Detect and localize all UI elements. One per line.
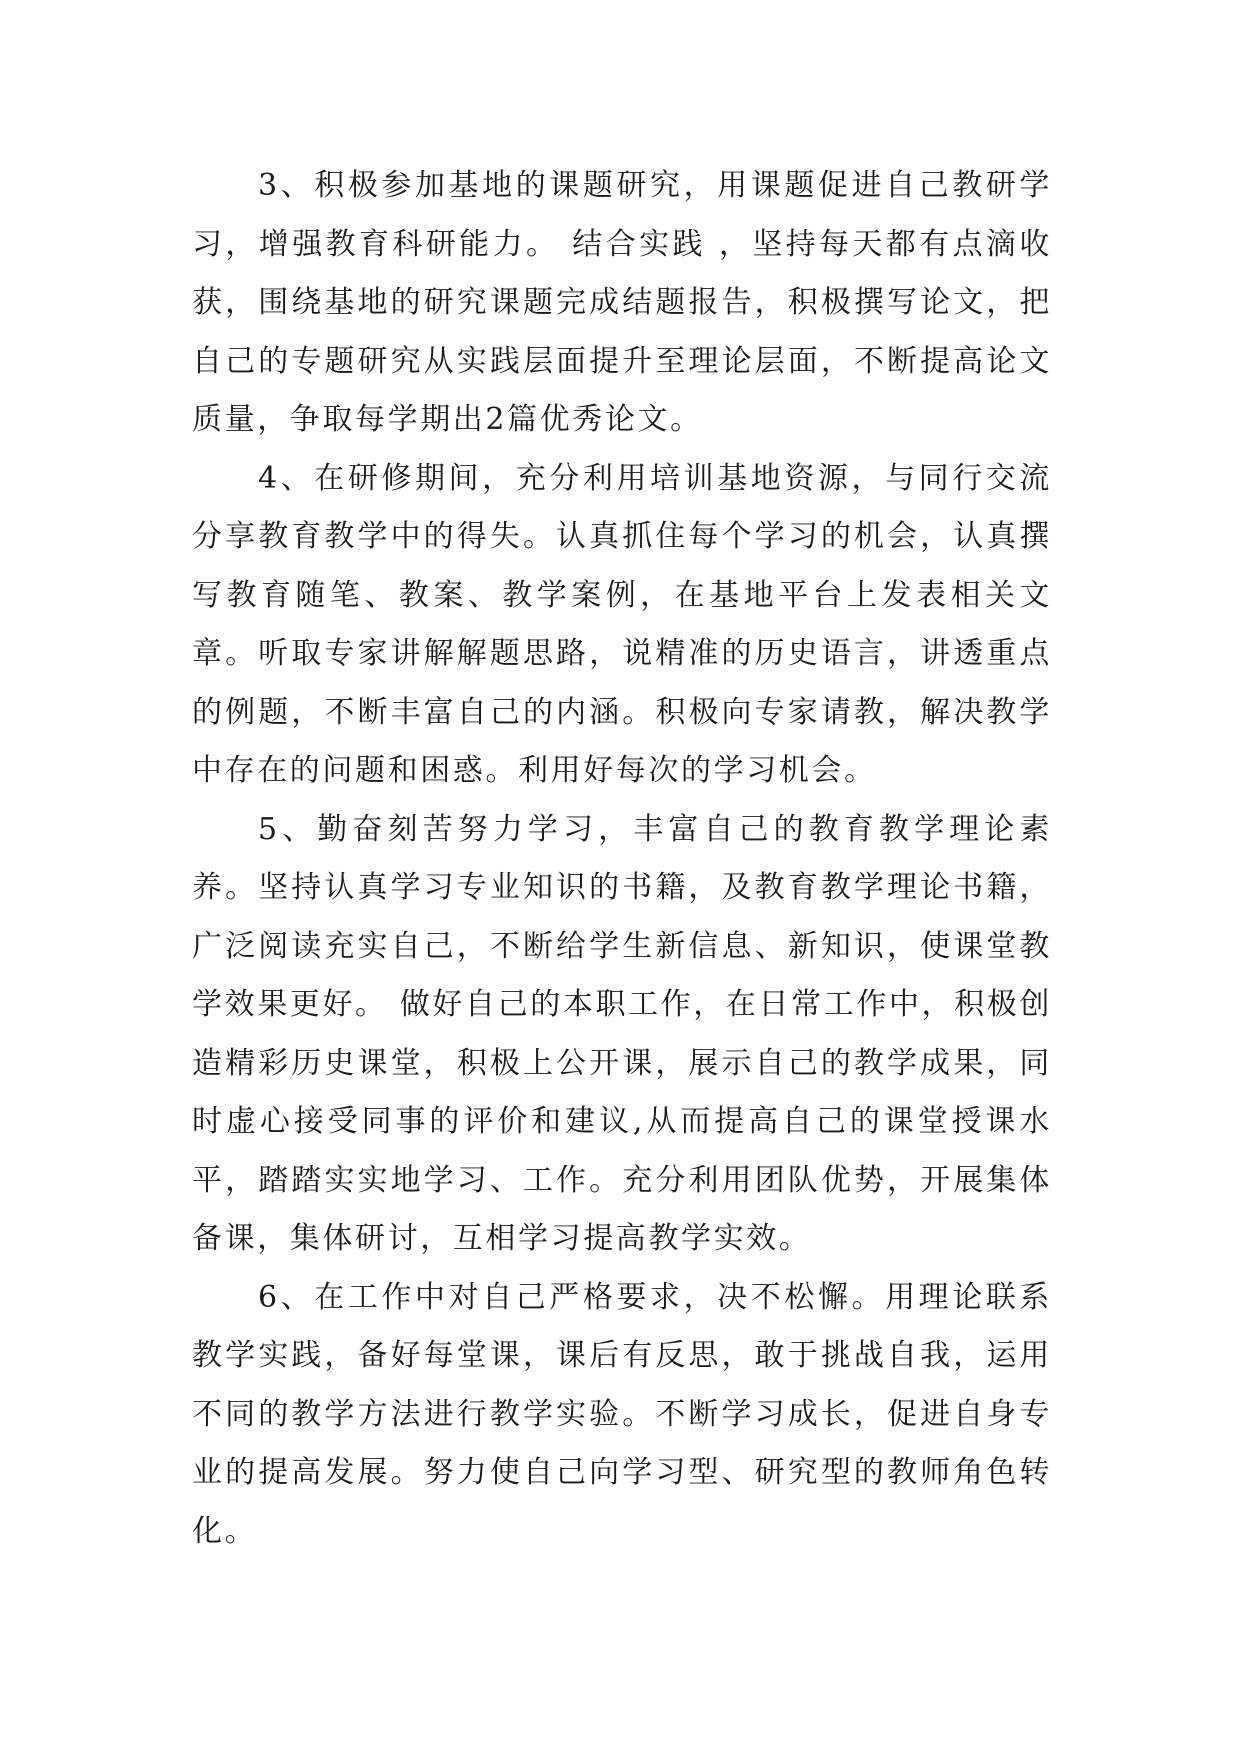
paragraph-4: 4、在研修期间，充分利用培训基地资源，与同行交流分享教育教学中的得失。认真抓住每个学习的机会，认真撰写教育随笔、教案、教学案例，在基地平台上发表相关文章。听取专家讲解解题思路，说精准的历史语言，讲透重点的例题，不断丰富自己的内涵。积极向专家请教，解决教学中存在的问题和困惑。利用好每次的学习机会。: [192, 460, 1052, 788]
paragraph-5: 5、勤奋刻苦努力学习，丰富自己的教育教学理论素养。坚持认真学习专业知识的书籍，及教育教学理论书籍，广泛阅读充实自己，不断给学生新信息、新知识，使课堂教学效果更好。 做好自己的本职工作，在日常工作中，积极创造精彩历史课堂，积极上公开课，展示自己的教学成果，同时虚心接受同事的评价和建议,从而提高自己的课堂授课水平，踏踏实实地学习、工作。充分利用团队优势，开展集体备课，集体研讨，互相学习提高教学实效。: [192, 811, 1052, 1256]
document-body: [192, 157, 1052, 1561]
paragraph-3: 3、积极参加基地的课题研究，用课题促进自己教研学习，增强教育科研能力。 结合实践 ，坚持每天都有点滴收获，围绕基地的研究课题完成结题报告，积极撰写论文，把自己的专题研究从实践层面提升至理论层面，不断提高论文质量，争取每学期出2篇优秀论文。: [192, 168, 1052, 437]
paragraph-6: 6、在工作中对自己严格要求，决不松懈。用理论联系教学实践，备好每堂课，课后有反思，敢于挑战自我，运用不同的教学方法进行教学实验。不断学习成长，促进自身专业的提高发展。努力使自己向学习型、研究型的教师角色转化。: [192, 1279, 1052, 1549]
